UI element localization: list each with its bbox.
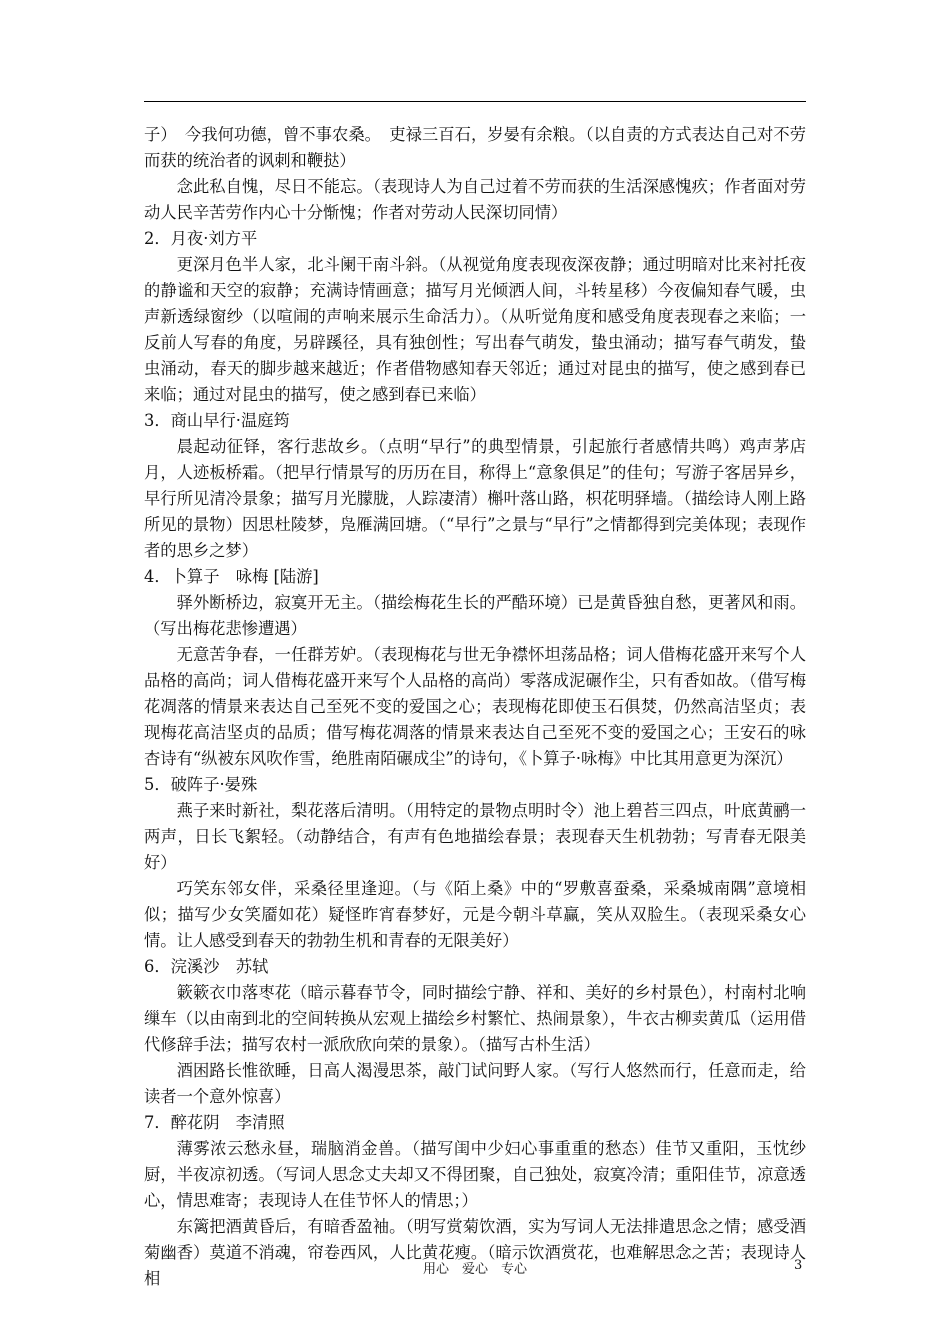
body-paragraph: 子） 今我何功德，曾不事农桑。 吏禄三百石，岁晏有余粮。（以自责的方式表达自己对不劳而获的统治者的讽刺和鞭挞） — [144, 125, 806, 170]
section-heading: 7．醉花阴 李清照 — [144, 1113, 285, 1132]
body-paragraph: 更深月色半人家，北斗阑干南斗斜。（从视觉角度表现夜深夜静；通过明暗对比来衬托夜的静谧和天空的寂静；充满诗情画意；描写月光倾洒人间，斗转星移）今夜偏知春气暖，虫声新透绿窗纱（以喧闹的声响来展示生命活力）。（从听觉角度和感受角度表现春之来临；一反前人写春的角度，另辟蹊径，具有独创性；写出春气萌发，蛰虫涌动；描写春气萌发，蛰虫涌动，春天的脚步越来越近；作者借物感知春天邻近；通过对昆虫的描写，使之感到春已来临；通过对昆虫的描写，使之感到春已来临） — [144, 255, 806, 404]
body-paragraph: 酒困路长惟欲睡，日高人渴漫思茶，敲门试问野人家。（写行人悠然而行，任意而走，给读者一个意外惊喜） — [144, 1061, 806, 1106]
section-heading: 5．破阵子·晏殊 — [144, 775, 258, 794]
page-number: 3 — [794, 1258, 803, 1273]
body-paragraph: 晨起动征铎，客行悲故乡。（点明“早行”的典型情景，引起旅行者感情共鸣）鸡声茅店月，人迹板桥霜。（把早行情景写的历历在目，称得上“意象俱足”的佳句；写游子客居异乡，早行所见清冷景象；描写月光朦胧，人踪凄清）槲叶落山路，枳花明驿墙。（描绘诗人刚上路所见的景物）因思杜陵梦，凫雁满回塘。（“早行”之景与“早行”之情都得到完美体现；表现作者的思乡之梦） — [144, 437, 806, 560]
body-paragraph: 东篱把酒黄昏后，有暗香盈袖。（明写赏菊饮酒，实为写词人无法排遣思念之情；感受酒菊幽香）莫道不消魂，帘卷西风，人比黄花瘦。（暗示饮酒赏花，也难解思念之苦；表现诗人相 — [144, 1217, 806, 1288]
body-paragraph: 念此私自愧，尽日不能忘。（表现诗人为自己过着不劳而获的生活深感愧疚；作者面对劳动人民辛苦劳作内心十分惭愧；作者对劳动人民深切同情） — [144, 177, 806, 222]
body-paragraph: 驿外断桥边，寂寞开无主。（描绘梅花生长的严酷环境）已是黄昏独自愁，更著风和雨。（写出梅花悲惨遭遇） — [144, 593, 806, 638]
section-heading: 2．月夜·刘方平 — [144, 229, 258, 248]
body-paragraph: 簌簌衣巾落枣花（暗示暮春节令，同时描绘宁静、祥和、美好的乡村景色），村南村北响缫车（以由南到北的空间转换从宏观上描绘乡村繁忙、热闹景象），牛衣古柳卖黄瓜（运用借代修辞手法；描写农村一派欣欣向荣的景象）。（描写古朴生活） — [144, 983, 806, 1054]
body-paragraph: 无意苦争春，一任群芳妒。（表现梅花与世无争襟怀坦荡品格；词人借梅花盛开来写个人品格的高尚；词人借梅花盛开来写个人品格的高尚）零落成泥碾作尘，只有香如故。（借写梅花凋落的情景来表达自己至死不变的爱国之心；表现梅花即使玉石俱焚，仍然高洁坚贞；表现梅花高洁坚贞的品质；借写梅花凋落的情景来表达自己至死不变的爱国之心；王安石的咏杏诗有“纵被东风吹作雪，绝胜南陌碾成尘”的诗句，《卜算子·咏梅》中比其用意更为深沉） — [144, 645, 806, 768]
body-paragraph: 薄雾浓云愁永昼，瑞脑消金兽。（描写闺中少妇心事重重的愁态）佳节又重阳，玉忱纱厨，半夜凉初透。（写词人思念丈夫却又不得团聚，自己独处，寂寞冷清；重阳佳节，凉意透心，情思难寄；表现诗人在佳节怀人的情思；） — [144, 1139, 806, 1210]
footer-slogan: 用心 爱心 专心 — [422, 1262, 527, 1277]
section-heading: 6．浣溪沙 苏轼 — [144, 957, 269, 976]
body-paragraph: 燕子来时新社，梨花落后清明。（用特定的景物点明时令）池上碧苔三四点，叶底黄鹂一两声，日长飞絮轻。（动静结合，有声有色地描绘春景；表现春天生机勃勃；写青春无限美好） — [144, 801, 806, 872]
header-rule — [144, 101, 806, 102]
section-heading: 3．商山早行·温庭筠 — [144, 411, 290, 430]
body-text — [144, 122, 806, 1292]
section-heading: 4．卜算子 咏梅 [陆游] — [144, 567, 319, 586]
body-paragraph: 巧笑东邻女伴，采桑径里逢迎。（与《陌上桑》中的“罗敷喜蚕桑，采桑城南隅”意境相似；描写少女笑靥如花）疑怪昨宵春梦好，元是今朝斗草赢，笑从双脸生。（表现采桑女心情。让人感受到春天的勃勃生机和青春的无限美好） — [144, 879, 806, 950]
